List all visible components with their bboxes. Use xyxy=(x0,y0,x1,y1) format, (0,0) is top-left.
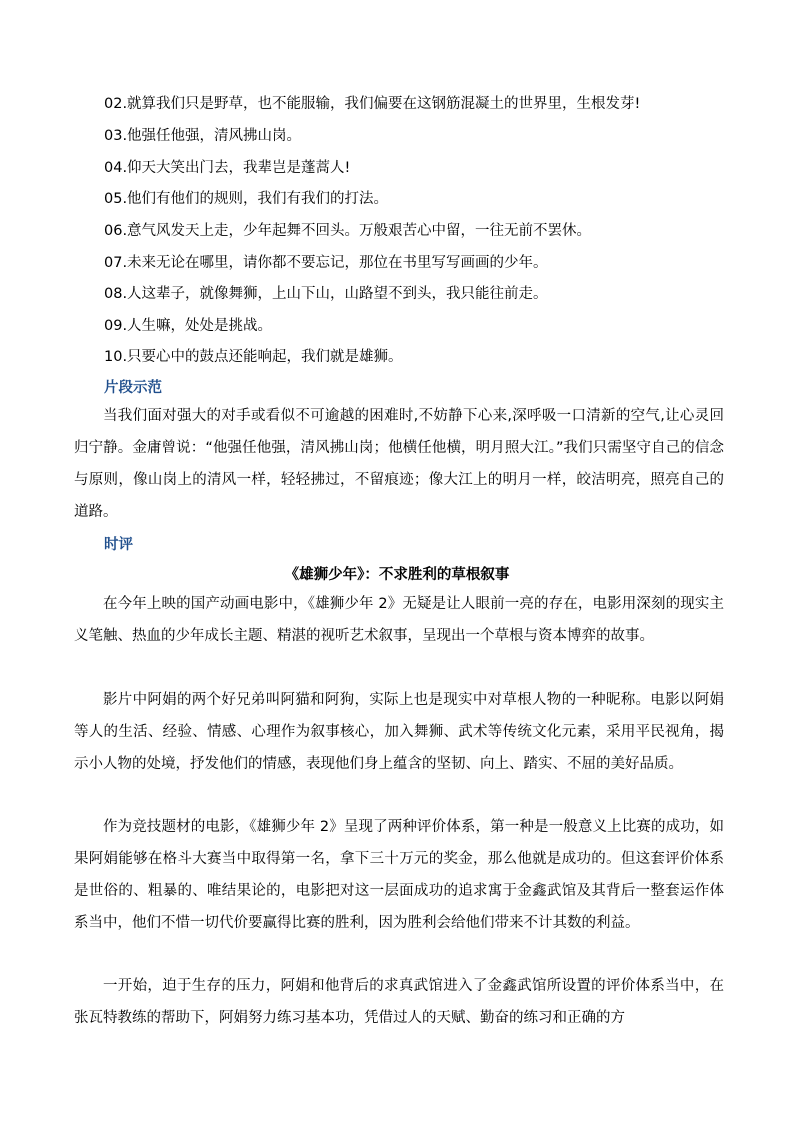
quote-line: 07.未来无论在哪里，请你都不要忘记，那位在书里写写画画的少年。 xyxy=(104,255,548,271)
article-paragraph: 作为竞技题材的电影，《雄狮少年 2》呈现了两种评价体系，第一种是一般意义上比赛的成功，如果阿娟能够在格斗大赛当中取得第一名，拿下三十万元的奖金，那么他就是成功的。但这套评价体系是世俗的、粗暴的、唯结果论的，电影把对这一层面成功的追求寓于金鑫武馆及其背后一整套运作体系当中，他们不惜一切代价要赢得比赛的胜利，因为胜利会给他们带来不计其数的利益。 xyxy=(74,819,724,931)
article-title: 《雄狮少年》：不求胜利的草根叙事 xyxy=(284,567,510,583)
quote-line: 05.他们有他们的规则，我们有我们的打法。 xyxy=(104,191,389,207)
article-paragraph: 影片中阿娟的两个好兄弟叫阿猫和阿狗，实际上也是现实中对草根人物的一种昵称。电影以阿娟等人的生活、经验、情感、心理作为叙事核心，加入舞狮、武术等传统文化元素，采用平民视角，揭示小人物的处境，抒发他们的情感，表现他们身上蕴含的坚韧、向上、踏实、不屈的美好品质。 xyxy=(74,692,724,772)
quote-line: 10.只要心中的鼓点还能响起，我们就是雄狮。 xyxy=(104,349,403,365)
quote-line: 09.人生嘛，处处是挑战。 xyxy=(104,318,273,334)
article-paragraph: 在今年上映的国产动画电影中，《雄狮少年 2》无疑是让人眼前一亮的存在，电影用深刻的现实主义笔触、热血的少年成长主题、精湛的视听艺术叙事，呈现出一个草根与资本博弈的故事。 xyxy=(74,596,724,644)
quote-line: 06.意气风发天上走，少年起舞不回头。万般艰苦心中留，一往无前不罢休。 xyxy=(104,223,592,239)
section-heading-review: 时评 xyxy=(104,537,133,553)
quote-line: 04.仰天大笑出门去，我辈岂是蓬蒿人! xyxy=(104,160,351,176)
quote-line: 08.人这辈子，就像舞狮，上山下山，山路望不到头，我只能往前走。 xyxy=(104,286,548,302)
quote-line: 03.他强任他强，清风拂山岗。 xyxy=(104,128,302,144)
sample-paragraph: 当我们面对强大的对手或看似不可逾越的困难时,不妨静下心来,深呼吸一口清新的空气,让心灵回归宁静。金庸曾说：“他强任他强，清风拂山岗；他横任他横，明月照大江。”我们只需坚守自己的信念与原则，像山岗上的清风一样，轻轻拂过，不留痕迹；像大江上的明月一样，皎洁明亮，照亮自己的道路。 xyxy=(74,408,724,520)
section-heading-sample: 片段示范 xyxy=(104,380,162,396)
article-paragraph: 一开始，迫于生存的压力，阿娟和他背后的求真武馆进入了金鑫武馆所设置的评价体系当中，在张瓦特教练的帮助下，阿娟努力练习基本功，凭借过人的天赋、勤奋的练习和正确的方 xyxy=(74,978,724,1026)
quote-line: 02.就算我们只是野草，也不能服输，我们偏要在这钢筋混凝土的世界里，生根发芽! xyxy=(104,96,641,112)
